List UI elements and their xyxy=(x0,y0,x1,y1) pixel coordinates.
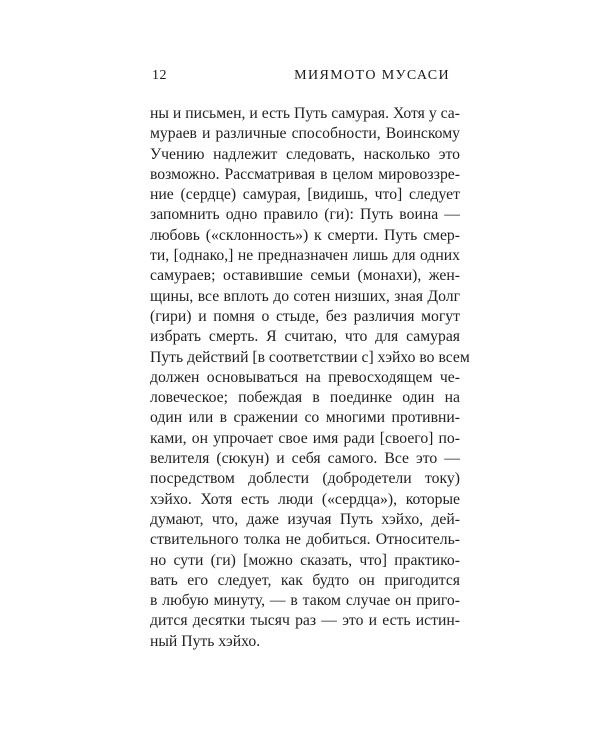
text-line: ствительного толка не добиться. Относитель- xyxy=(150,531,460,549)
body-text xyxy=(150,104,470,652)
text-line: посредством доблести (добродетели току) xyxy=(150,470,460,488)
text-line: должен основываться на превосходящем че- xyxy=(150,368,460,386)
text-line: избрать смерть. Я считаю, что для самурая xyxy=(150,328,460,346)
text-line: (гири) и помня о стыде, без различия могут xyxy=(150,307,460,325)
text-line: запомнить одно правило (ги): Путь воина — xyxy=(150,206,460,224)
running-header xyxy=(152,68,450,88)
text-line: велителя (сюкун) и себя самого. Все это — xyxy=(150,450,460,468)
text-line: мураев и различные способности, Воинскому xyxy=(150,125,460,143)
text-line: ние (сердце) самурая, [видишь, что] следует xyxy=(150,186,460,204)
text-line: ками, он упрочает свое имя ради [своего] по- xyxy=(150,429,460,447)
text-line: ны и письмен, и есть Путь самурая. Хотя у са- xyxy=(150,105,460,122)
text-line: ти, [однако,] не предназначен лишь для одних xyxy=(150,247,460,265)
text-line: думают, что, даже изучая Путь хэйхо, дей- xyxy=(150,510,460,528)
text-line-last: ный Путь хэйхо. xyxy=(150,632,261,650)
text-line: ловеческое; побеждая в поединке один на xyxy=(150,389,460,407)
text-line: хэйхо. Хотя есть люди («сердца»), которые xyxy=(150,490,460,508)
text-line: в любую минуту, — в таком случае он приго- xyxy=(150,592,460,610)
text-line: один или в сражении со многими противни- xyxy=(150,409,460,427)
text-line: щины, все вплоть до сотен низших, зная Долг xyxy=(150,287,460,305)
text-line: самураев; оставившие семьи (монахи), жен- xyxy=(150,267,460,285)
text-line: но сути (ги) [можно сказать, что] практико- xyxy=(150,551,460,569)
page-number: 12 xyxy=(152,68,167,83)
text-line: Учению надлежит следовать, насколько это xyxy=(150,145,460,163)
text-line: Путь действий [в соответствии с] хэйхо во всем xyxy=(150,348,470,366)
text-line: вать его следует, как будто он пригодится xyxy=(150,571,460,589)
text-line: дится десятки тысяч раз — это и есть истин- xyxy=(150,612,460,630)
text-line: любовь («склонность») к смерти. Путь смер- xyxy=(150,226,460,244)
book-title: МИЯМОТО МУСАСИ xyxy=(294,68,450,83)
text-line: возможно. Рассматривая в целом мировоззре- xyxy=(150,165,460,183)
